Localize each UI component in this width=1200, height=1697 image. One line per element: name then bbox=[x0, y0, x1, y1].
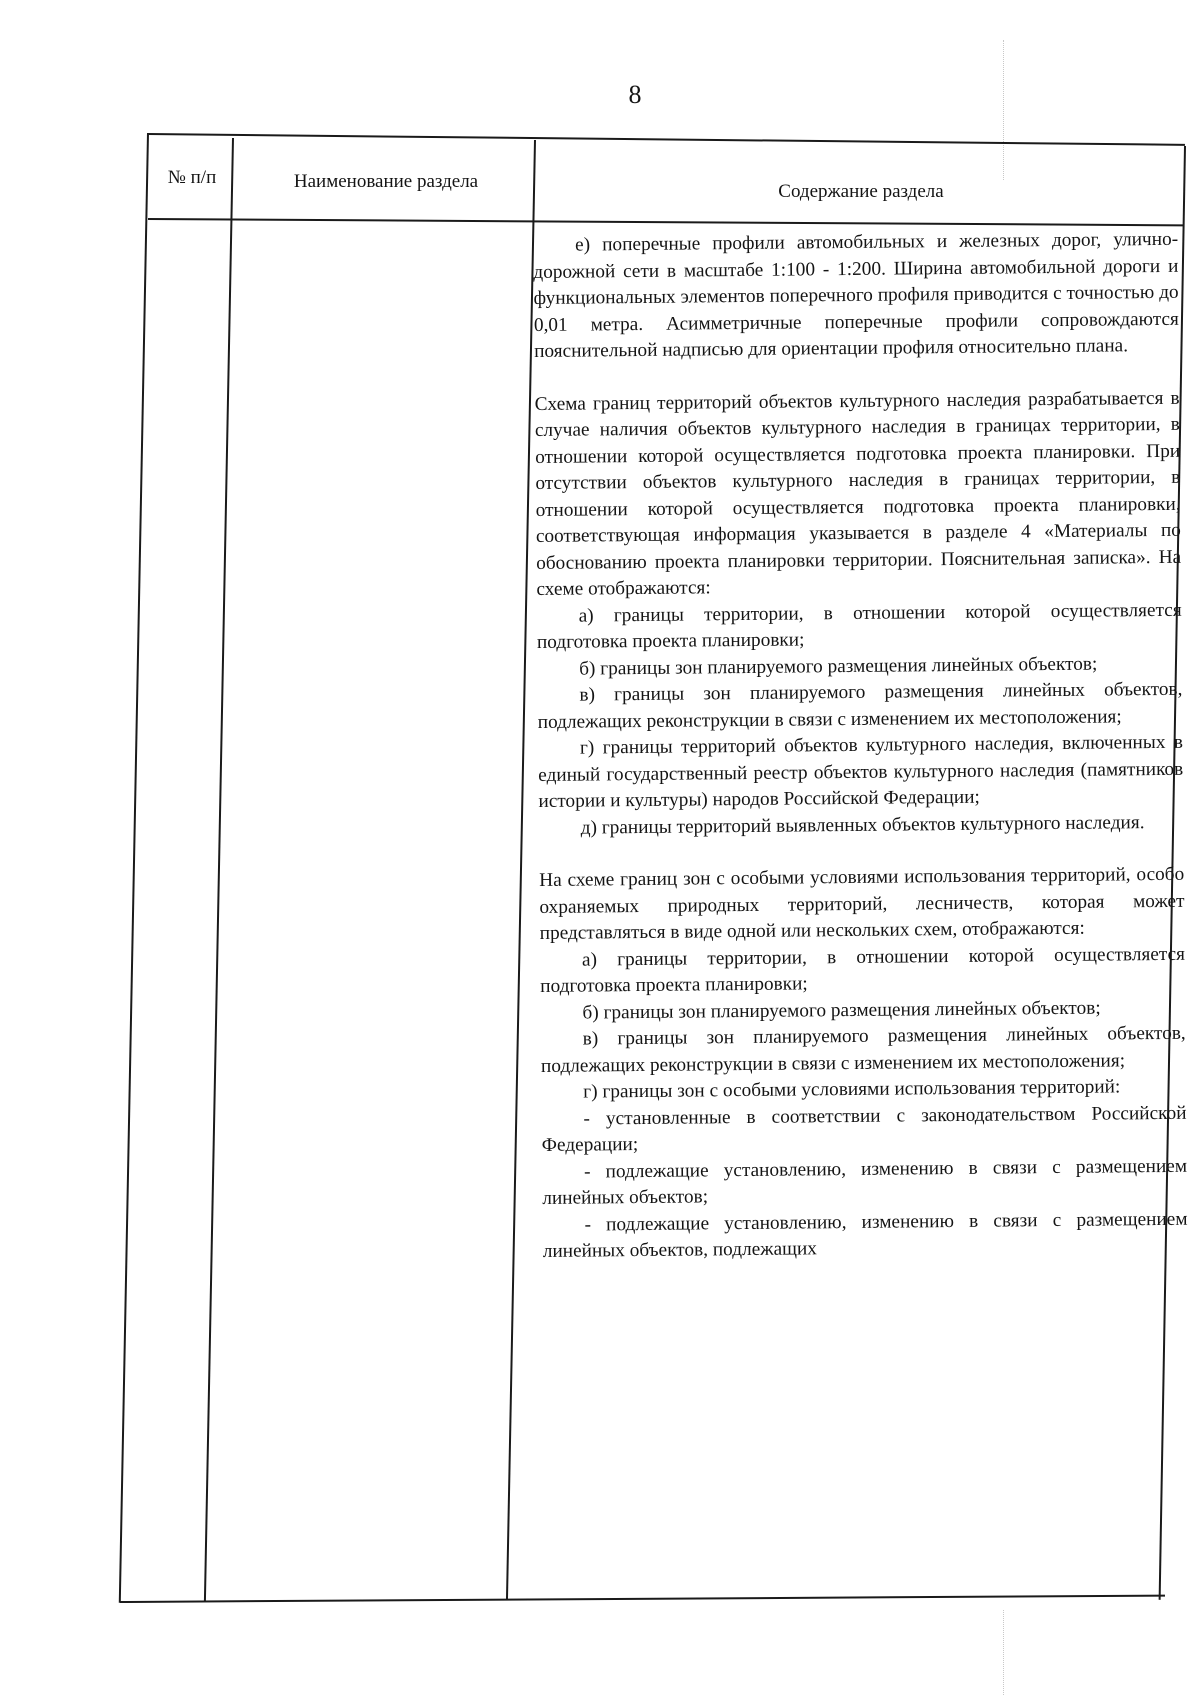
list-item: б) границы зон планируемого размещения линейных объектов; bbox=[579, 653, 1098, 680]
column-divider-1 bbox=[204, 138, 234, 1602]
header-section-name: Наименование раздела bbox=[293, 171, 479, 192]
header-number: № п/п bbox=[167, 167, 217, 188]
list-item: в) границы зон планируемого размещения линейных объектов, подлежащих реконструкции в связи с изменением их местоположения; bbox=[537, 678, 1183, 733]
page-number: 8 bbox=[628, 80, 642, 109]
column-divider-2 bbox=[506, 140, 536, 1600]
list-item: в) границы зон планируемого размещения линейных объектов, подлежащих реконструкции в связи с изменением их местоположения; bbox=[540, 1022, 1186, 1077]
list-item: г) границы зон с особыми условиями использования территорий: bbox=[583, 1076, 1121, 1103]
table-header-separator bbox=[148, 218, 1183, 226]
content-paragraph: е) поперечные профили автомобильных и железных дорог, улично-дорожной сети в масштабе 1:100 - 1:200. Ширина автомобильной дороги и функциональных элементов поперечного профиля приводится с точностью до 0,01 метра. Асимметричные поперечные профили сопровождаются пояснительной надписью для ориентации профиля относительно плана. bbox=[533, 228, 1179, 362]
header-section-content: Содержание раздела bbox=[778, 181, 944, 202]
content-paragraph: Схема границ территорий объектов культурного наследия разрабатывается в случае наличия объектов культурного наследия в границах территории, в отношении которой осуществляется подготовка проекта планировки. При отсутствии объектов культурного наследия в границах территории, в отношении которой осуществляется подготовка проекта планировки, соответствующая информация указывается в разделе 4 «Материалы по обоснованию проекта планировки территории. Пояснительная записка». На схеме отображаются: bbox=[534, 387, 1182, 600]
table-bottom-border bbox=[120, 1595, 1165, 1603]
list-item: - подлежащие установлению, изменению в связи с размещением линейных объектов; bbox=[542, 1155, 1188, 1209]
list-item: а) границы территории, в отношении которой осуществляется подготовка проекта планировки; bbox=[540, 943, 1186, 997]
list-item: - установленные в соответствии с законодательством Российской Федерации; bbox=[541, 1102, 1187, 1156]
list-item: г) границы территорий объектов культурного наследия, включенных в единый государственный реестр объектов культурного наследия (памятников истории и культуры) народов Российской Федерации; bbox=[538, 731, 1184, 812]
list-item: д) границы территорий выявленных объектов культурного наследия. bbox=[580, 811, 1145, 839]
list-item: б) границы зон планируемого размещения линейных объектов; bbox=[582, 997, 1101, 1024]
list-item: а) границы территории, в отношении которой осуществляется подготовка проекта планировки; bbox=[536, 599, 1182, 653]
table-left-border bbox=[119, 133, 149, 1603]
content-paragraph: На схеме границ зон с особыми условиями использования территорий, особо охраняемых природных территорий, лесничеств, которая может представляться в виде одной или нескольких схем, отображаются: bbox=[539, 863, 1185, 944]
list-item: - подлежащие установлению, изменению в связи с размещением линейных объектов, подлежащих bbox=[542, 1208, 1188, 1262]
table-top-border bbox=[148, 133, 1185, 146]
section-content-cell bbox=[533, 227, 1188, 1266]
